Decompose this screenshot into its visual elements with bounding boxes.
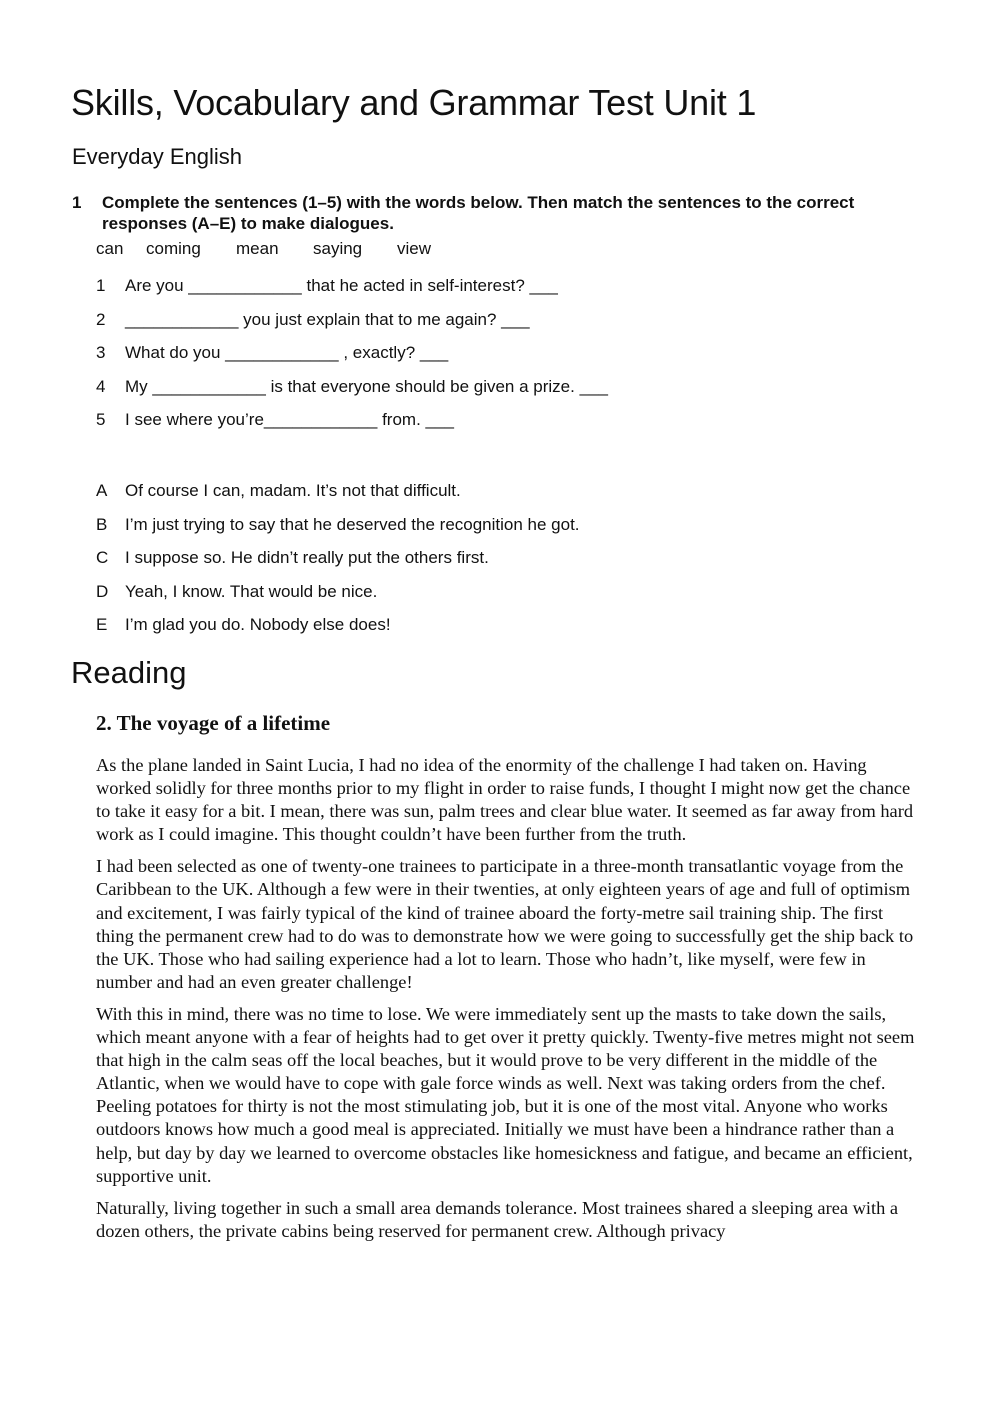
sentence-text: Are you ____________ that he acted in self-interest? ___ [125,276,558,295]
sentence-text: ____________ you just explain that to me again? ___ [125,309,530,329]
reading-passage [96,754,918,1252]
word-bank-item: saying [313,239,363,258]
response-letter: E [96,615,108,634]
sentence-text: My ____________ is that everyone should be given a prize. ___ [125,376,608,396]
word-bank-item: mean [236,239,279,258]
question-number: 1 [72,193,82,212]
sentence-number: 2 [96,309,106,329]
passage-paragraph: With this in mind, there was no time to lose. We were immediately sent up the masts to take down the sails, which meant anyone with a fear of heights had to get over it pretty quickly. Twenty-five metres might not seem that high in the calm seas off the local beaches, but it would prove to be very different in the middle of the Atlantic, when we would have to cope with gale force winds as well. Next was taking orders from the chef. Peeling potatoes for thirty is not the most stimulating job, but it is one of the most vital. Anyone who works outdoors knows how much a good meal is appreciated. Initially we must have been a hindrance rather than a help, but day by day we learned to overcome obstacles like homesickness and fatigue, and became an efficient, supportive unit. [96,1003,915,1186]
sentence-number: 1 [96,276,106,295]
passage-paragraph: As the plane landed in Saint Lucia, I had no idea of the enormity of the challenge I had taken on. Having worked solidly for three months prior to my flight in order to raise funds, I thought I might now get the chance to take it easy for a bit. I mean, there was sun, palm trees and clear blue water. It seemed as far away from hard work as I could imagine. This thought couldn’t have been further from the truth. [96,755,914,845]
passage-paragraph: Naturally, living together in such a small area demands tolerance. Most trainees shared a sleeping area with a dozen others, the private cabins being reserved for permanent crew. Although privacy [96,1197,899,1241]
response-text: Of course I can, madam. It’s not that difficult. [125,481,461,500]
sentence-number: 3 [96,343,106,362]
response-letter: B [96,514,108,534]
word-bank-item: view [397,239,432,258]
response-text: I suppose so. He didn’t really put the others first. [125,548,489,567]
response-text: Yeah, I know. That would be nice. [125,581,378,601]
response-letter: D [96,581,109,601]
word-bank [96,239,431,259]
response-letter: C [96,548,109,567]
response-text: I’m glad you do. Nobody else does! [125,615,391,634]
sentence-number: 5 [96,410,106,429]
page-title: Skills, Vocabulary and Grammar Test Unit 1 [71,82,757,123]
response-letter: A [96,481,108,500]
instruction-text: Complete the sentences (1–5) with the words below. Then match the sentences to the correct responses (A–E) to make dialogues. [102,193,855,233]
word-bank-item: coming [146,239,201,258]
section-heading-everyday-english: Everyday English [72,144,242,169]
word-bank-item: can [96,239,124,258]
reading-title: 2. The voyage of a lifetime [96,711,331,735]
sentence-number: 4 [96,376,106,396]
section-heading-reading: Reading [71,655,187,690]
passage-paragraph: I had been selected as one of twenty-one trainees to participate in a three-month transatlantic voyage from the Caribbean to the UK. Although a few were in their twenties, at only eighteen years of age and full of optimism and excitement, I was fairly typical of the kind of trainee aboard the forty-metre sail training ship. The first thing the permanent crew had to do was to demonstrate how we were going to successfully get the ship back to the UK. Those who had sailing experience had a lot to learn. Those who hadn’t, like myself, were few in number and had an even greater challenge! [96,856,914,992]
sentence-text: I see where you’re____________ from. ___ [125,410,454,429]
response-text: I’m just trying to say that he deserved the recognition he got. [125,514,580,534]
sentence-text: What do you ____________ , exactly? ___ [125,343,449,362]
